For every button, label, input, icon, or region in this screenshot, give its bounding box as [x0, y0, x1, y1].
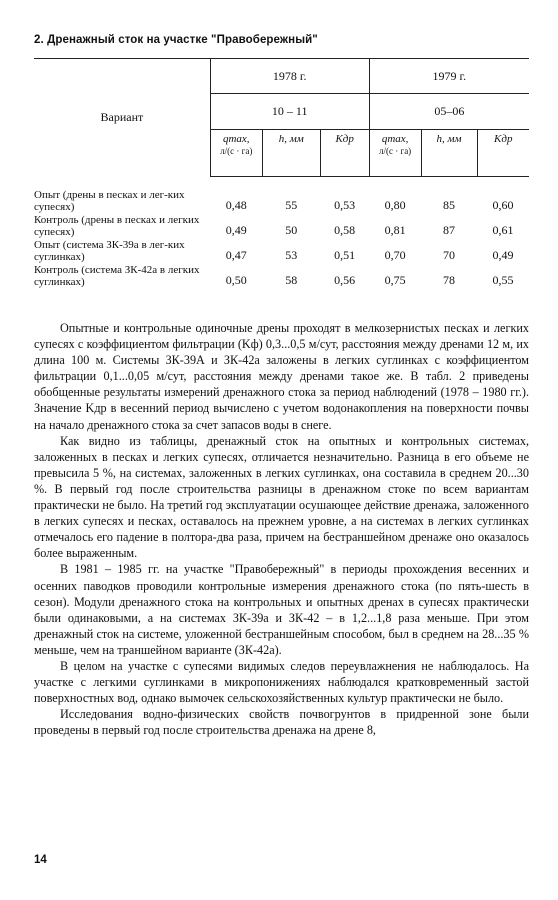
cell-value: 0,56 [334, 273, 356, 287]
header-h-1979: h, мм [421, 130, 477, 177]
paragraph: В 1981 – 1985 гг. на участке "Правобережный" в периоды прохождения весенних и осенних паводков проводили контрольные измерения дренажного стока (по пять-шесть в сезон). Модули дренажного стока на контрольных и опытных дренах в супесях практически были одинаковыми, а на системах ЗК-39а и ЗК-42 – в 1,2...1,8 раза меньше. При этом дренажный сток на системе, уложенной бестраншейным способом, был в среднем на 28...35 % меньше, чем на траншейном варианте (ЗК-42а). [34, 562, 529, 657]
paragraph: В целом на участке с супесями видимых следов переувлажнения не наблюдалось. На участке с легкими суглинками в микропонижениях наблюдался кратковременный застой поверхностных вод, однако вымочек сельскохозяйственных культур практически не было. [34, 658, 529, 706]
cell-value: 58 [285, 273, 298, 287]
cell-value: 0,75 [384, 273, 406, 287]
cell-value: 0,61 [492, 223, 514, 237]
header-h-1978: h, мм [262, 130, 320, 177]
cell-value: 55 [285, 198, 298, 212]
cell-value: 0,49 [492, 248, 514, 262]
cell-value: 0,53 [334, 198, 356, 212]
cell-value: 0,47 [225, 248, 247, 262]
cell-value: 70 [443, 248, 456, 262]
cell-value: 50 [285, 223, 298, 237]
cell-value: 0,81 [384, 223, 406, 237]
paragraph: Исследования водно-физических свойств почвогрунтов в придренной зоне были проведены в первый год после строительства дренажа на дрене 8, [34, 707, 529, 738]
header-period-1978: 10 – 11 [210, 94, 369, 130]
body-text [34, 320, 529, 738]
header-period-1979: 05–06 [369, 94, 529, 130]
row-label: Опыт (дрены в песках и лег-ких супесях) [34, 189, 185, 213]
header-k-1979: Kдр [477, 130, 529, 177]
cell-value: 0,55 [492, 273, 514, 287]
table-row [34, 239, 529, 264]
header-year-1979: 1979 г. [369, 59, 529, 94]
cell-value: 53 [285, 248, 298, 262]
row-label: Опыт (система ЗК-39а в лег-ких суглинках) [34, 239, 185, 263]
table-row [34, 264, 529, 289]
header-variant: Вариант [34, 59, 210, 177]
cell-value: 0,80 [384, 198, 406, 212]
row-label: Контроль (дрены в песках и легких супесях) [34, 214, 200, 238]
cell-value: 0,50 [225, 273, 247, 287]
drainage-table [34, 58, 529, 289]
cell-value: 0,48 [225, 198, 247, 212]
cell-value: 78 [443, 273, 456, 287]
cell-value: 0,70 [384, 248, 406, 262]
cell-value: 85 [443, 198, 456, 212]
row-label: Контроль (система ЗК-42а в легких суглинках) [34, 264, 200, 288]
cell-value: 87 [443, 223, 456, 237]
table-row [34, 214, 529, 239]
cell-value: 0,60 [492, 198, 514, 212]
table-row [34, 189, 529, 214]
paragraph: Опытные и контрольные одиночные дрены проходят в мелкозернистых песках и легких супесях с коэффициентом фильтрации (Kф) 0,3...0,5 м/сут, расстояния между дренами 12 м, их длина 100 м. Системы ЗК-39А и ЗК-42а заложены в легких суглинках с коэффициентом фильтрации 0,1...0,05 м/сут, расстояния между дренами такое же. В табл. 2 приведены обобщенные результаты измерений дренажного стока за период наблюдений (1978 – 1980 гг.). Значение Kдр в весенний период вычислено с учетом водонакопления на поверхности почвы на начало дренажного стока за счет запасов воды в снеге. [34, 321, 529, 432]
header-k-1978: Kдр [320, 130, 369, 177]
cell-value: 0,49 [225, 223, 247, 237]
header-qmax-1978: qmax, л/(с · га) [210, 130, 262, 177]
paragraph: Как видно из таблицы, дренажный сток на опытных и контрольных системах, заложенных в песках и легких супесях, отличается незначительно. Разница в его объеме не превысила 5 %, на системах, заложенных в легких суглинках, она составила в среднем 20...30 %. В первый год после строительства разницы в дренажном стоке по всем вариантам практически не было. На третий год эксплуатации осушающее действие дренажа, заложенного в легких супесях и песках, оставалось на прежнем уровне, а на системах в легких суглинках отмечалось его падение в полтора-два раза, причем на бестраншейном дренаже оно оказалось более выраженным. [34, 433, 529, 561]
table-caption: 2. Дренажный сток на участке "Правобережный" [34, 34, 318, 46]
page-number: 14 [34, 854, 47, 866]
cell-value: 0,51 [334, 248, 356, 262]
header-qmax-1979: qmax, л/(с · га) [369, 130, 421, 177]
cell-value: 0,58 [334, 223, 356, 237]
header-year-1978: 1978 г. [210, 59, 369, 94]
